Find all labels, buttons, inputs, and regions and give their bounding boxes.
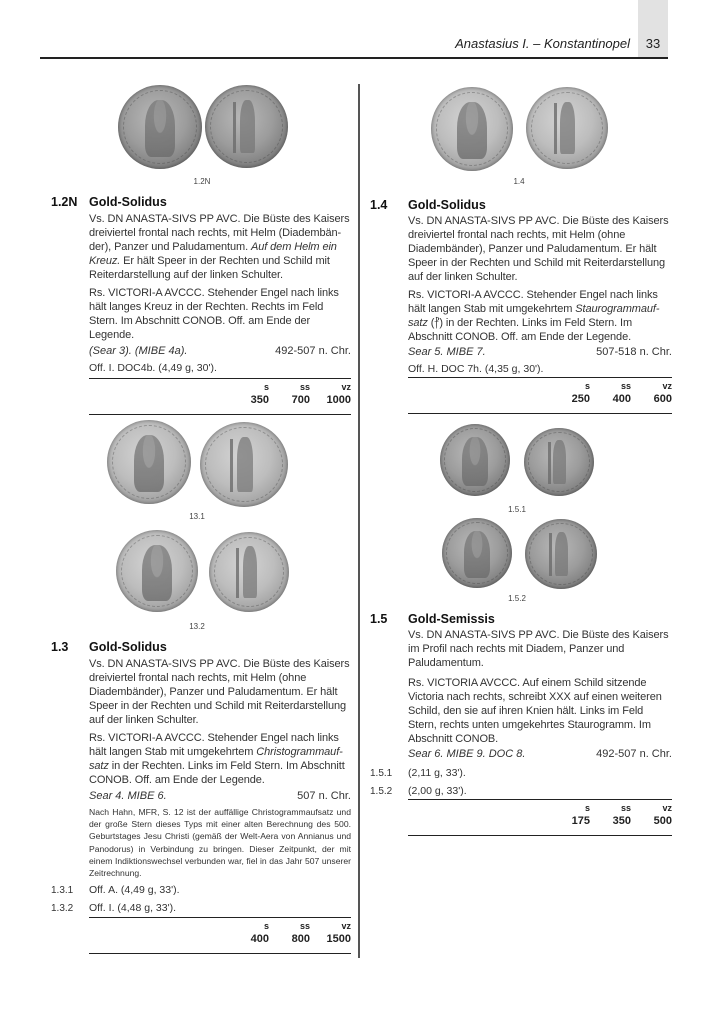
catalog-references: Sear 4. MIBE 6. [89,790,167,802]
scholarly-note: Nach Hahn, MFR, S. 12 ist der auffällige Christogrammaufsatz und der große Stern dieses Typs mit einer alten Berechnung des 500. Geburtstages Jesu Christi (gemäß der Welt-Aera von Annianus und Panodorus) in Verbindung zu bringen. Dieser Zeitpunkt, der mit einem Indiktionswechsel verbunden war, fiel in das Jahr 507 unserer Zeitrechnung. [89,807,351,879]
coin-reverse-image [200,422,288,507]
grade-label: ss [299,921,310,931]
grade-label: vz [341,921,351,931]
figure-caption: 1.4 [513,177,525,186]
entry-number: 1.5 [370,612,388,626]
running-head: Anastasius I. – Konstantinopel [455,36,630,51]
grade-label: s [263,921,269,931]
grade-label: s [584,803,590,813]
coin-reverse-image [524,428,594,496]
entry-title: Gold-Solidus [408,198,486,212]
reverse-description: Rs. VICTORIA AVCCC. Auf einem Schild sitzende Victoria nach rechts, schreibt XXX auf einen weiteren Schild, den sie auf ihren Knien hält. Links im Feld Stern, rechts unten umgekehrtes Staurogramm. Im Abschnitt CONOB. [408,677,662,745]
coin-reverse-image [525,519,597,589]
sub-item-details: (2,11 g, 33'). [408,767,466,779]
sub-item-details: Off. I. (4,48 g, 33'). [89,902,177,914]
grade-label: vz [662,381,672,391]
entry-title: Gold-Solidus [89,640,167,654]
catalog-references: (Sear 3). (MIBE 4a). [89,345,188,357]
grade-label: ss [299,382,310,392]
reverse-description: Rs. VICTORI-A AVCCC. Stehender Engel nach links hält langen Stab mit umgekehrtem Christogrammauf-satz in der Rechten. Links im Feld Stern. Im Abschnitt CONOB. Off. am Ende der Legende. [89,732,345,786]
reverse-description: Rs. VICTORI-A AVCCC. Stehender Engel nach links hält langes Kreuz in der Rechten. Rechts im Feld Stern. Im Abschnitt CONOB. Off. am Ende der Legende. [89,287,339,341]
entry-title: Gold-Solidus [89,195,167,209]
obverse-description: Vs. DN ANASTA-SIVS PP AVC. Die Büste des Kaisers dreiviertel frontal nach rechts, mit Helm (ohne Diadembänder), Panzer und Paludamentum. Er hält Speer in der Rechten und Schild mit Reiterdarstellung auf der linken Schulter. [408,215,669,283]
column-divider [358,84,360,958]
price-value: 1500 [326,933,351,945]
specimen-details: Off. I. DOC4b. (4,49 g, 30'). [89,362,217,374]
catalog-references: Sear 6. MIBE 9. DOC 8. [408,748,526,760]
figure-caption: 1.2N [193,177,211,186]
sub-item-details: (2,00 g, 33'). [408,785,467,797]
price-table [408,377,672,414]
obverse-description: Vs. DN ANASTA-SIVS PP AVC. Die Büste des Kaisers dreiviertel frontal nach rechts, mit Helm (Diadembän-der), Panzer und Paludamentum. Auf dem Helm ein Kreuz. Er hält Speer in der Rechten und Schild mit Reiterdarstellung auf der linken Schulter. [89,213,350,281]
figure-caption: 13.2 [189,622,205,631]
header-rule [40,57,668,59]
coin-obverse-image [440,424,510,496]
date-range: 492-507 n. Chr. [596,748,672,760]
price-table [89,917,351,954]
coin-reverse-image [205,85,288,168]
figure-caption: 1.5.2 [508,594,526,603]
reference-line [89,790,351,802]
price-value: 800 [291,933,310,945]
price-value: 175 [571,815,590,827]
sub-item-number: 1.5.2 [370,786,393,797]
sub-item-number: 1.5.1 [370,768,393,779]
price-value: 350 [612,815,631,827]
sub-item-number: 1.3.2 [51,903,74,914]
price-table [89,378,351,415]
price-value: 250 [571,393,590,405]
reference-line [408,748,672,760]
entry-number: 1.4 [370,198,388,212]
grade-label: ss [620,803,631,813]
specimen-details: Off. H. DOC 7h. (4,35 g, 30'). [408,363,544,375]
coin-obverse-image [116,530,198,612]
coin-reverse-image [526,87,608,169]
grade-label: ss [620,381,631,391]
date-range: 507 n. Chr. [297,790,351,802]
price-value: 350 [250,394,269,406]
reference-line [89,345,351,357]
price-value: 400 [250,933,269,945]
obverse-description: Vs. DN ANASTA-SIVS PP AVC. Die Büste des Kaisers im Profil nach rechts mit Diadem, Panzer und Paludamentum. [408,629,669,669]
coin-obverse-image [431,87,513,171]
grade-label: vz [341,382,351,392]
grade-label: s [584,381,590,391]
price-value: 1000 [326,394,351,406]
sub-item-number: 1.3.1 [51,885,74,896]
coin-reverse-image [209,532,289,612]
figure-caption: 1.5.1 [508,505,526,514]
price-value: 600 [653,393,672,405]
entry-number: 1.3 [51,640,69,654]
price-value: 500 [653,815,672,827]
page-number: 33 [645,36,661,51]
coin-obverse-image [442,518,512,588]
grade-label: vz [662,803,672,813]
coin-obverse-image [107,420,191,504]
sub-item-details: Off. A. (4,49 g, 33'). [89,884,180,896]
catalog-references: Sear 5. MIBE 7. [408,346,486,358]
entry-number: 1.2N [51,195,78,209]
grade-label: s [263,382,269,392]
figure-caption: 13.1 [189,512,205,521]
reference-line [408,346,672,358]
entry-title: Gold-Semissis [408,612,495,626]
price-value: 700 [291,394,310,406]
coin-obverse-image [118,85,202,169]
price-table [408,799,672,836]
obverse-description: Vs. DN ANASTA-SIVS PP AVC. Die Büste des Kaisers dreiviertel frontal nach rechts, mit Helm (ohne Diadembänder), Panzer und Paludamentum. Er hält Speer in der Rechten und Schild mit Reiterdarstellung auf der linken Schulter. [89,658,350,726]
price-value: 400 [612,393,631,405]
date-range: 507-518 n. Chr. [596,346,672,358]
date-range: 492-507 n. Chr. [275,345,351,357]
reverse-description: Rs. VICTORI-A AVCCC. Stehender Engel nach links hält langen Stab mit umgekehrtem Staurogrammauf-satz (⳨) in der Rechten. Links im Feld Stern. Im Abschnitt CONOB. Off. am Ende der Legende. [408,289,660,343]
